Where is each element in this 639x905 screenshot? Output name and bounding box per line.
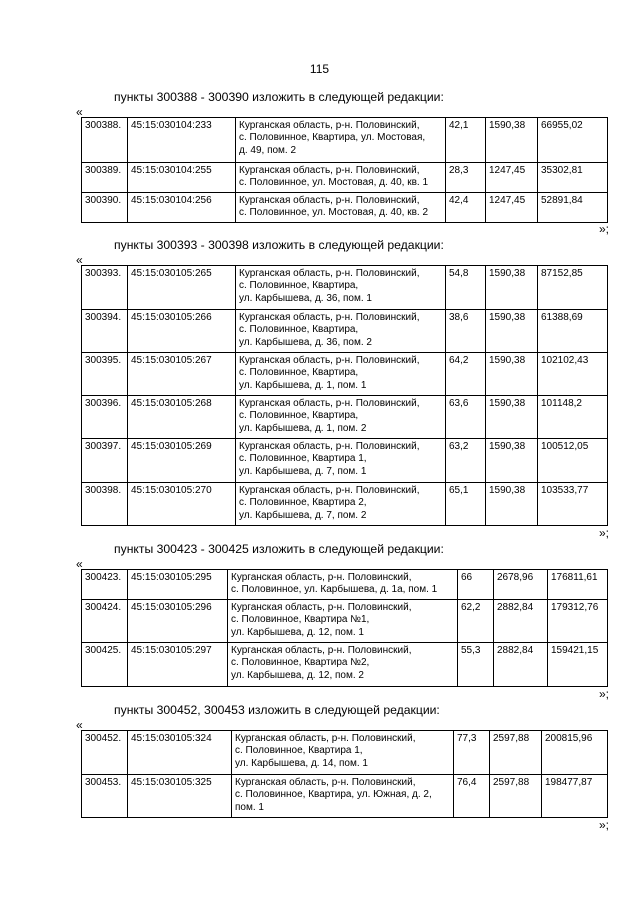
- table-row: [82, 439, 608, 483]
- rate-cell: 1590,38: [486, 439, 538, 483]
- address-line: с. Половинное, Квартира, ул. Южная, д. 2,: [235, 789, 432, 801]
- value-cell: 176811,61: [548, 570, 608, 600]
- address-cell: [236, 439, 446, 483]
- address-line: Курганская область, р-н. Половинский,: [235, 777, 416, 788]
- address-line: пом. 1: [235, 801, 264, 813]
- table-row: [82, 599, 608, 642]
- address-line: с. Половинное, Квартира,: [239, 280, 359, 292]
- address-cell: [236, 483, 446, 526]
- value-cell: 35302,81: [538, 163, 608, 193]
- area-cell: 77,3: [454, 731, 490, 775]
- value-cell: 52891,84: [538, 192, 608, 222]
- table-row: [82, 731, 608, 775]
- cadastral-number-cell: 45:15:030105:325: [128, 775, 232, 818]
- rate-cell: 2597,88: [490, 775, 542, 818]
- rate-cell: 1590,38: [486, 483, 538, 526]
- rate-cell: 1590,38: [486, 396, 538, 439]
- item-number-cell: 300424.: [82, 599, 128, 642]
- cadastral-number-cell: 45:15:030105:269: [128, 439, 236, 483]
- address-line: с. Половинное, Квартира,: [239, 410, 359, 422]
- address-line: Курганская область, р-н. Половинский,: [239, 165, 420, 176]
- amendment-table: [81, 569, 608, 687]
- address-line: с. Половинное, Квартира,: [239, 324, 359, 336]
- address-line: Курганская область, р-н. Половинский,: [235, 733, 416, 744]
- address-cell: [236, 118, 446, 163]
- address-line: д. 49, пом. 2: [239, 144, 297, 156]
- address-line: Курганская область, р-н. Половинский,: [239, 485, 420, 496]
- value-cell: 200815,96: [542, 731, 608, 775]
- cadastral-number-cell: 45:15:030104:256: [128, 192, 236, 222]
- section-heading: пункты 300423 - 300425 изложить в следующей редакции:: [114, 542, 444, 556]
- address-line: ул. Карбышева, д. 7, пом. 1: [239, 465, 367, 477]
- table-row: [82, 642, 608, 686]
- cadastral-number-cell: 45:15:030105:297: [128, 642, 228, 686]
- address-line: Курганская область, р-н. Половинский,: [231, 572, 412, 583]
- cadastral-number-cell: 45:15:030105:295: [128, 570, 228, 600]
- address-cell: [228, 570, 458, 600]
- address-line: ул. Карбышева, д. 7, пом. 2: [239, 509, 367, 521]
- value-cell: 102102,43: [538, 353, 608, 396]
- amendment-table: [81, 730, 608, 818]
- area-cell: 76,4: [454, 775, 490, 818]
- address-line: с. Половинное, Квартира 2,: [239, 497, 367, 509]
- address-line: Курганская область, р-н. Половинский,: [239, 194, 420, 206]
- address-line: ул. Карбышева, д. 12, пом. 2: [231, 669, 364, 681]
- item-number-cell: 300388.: [82, 118, 128, 163]
- address-line: Курганская область, р-н. Половинский,: [239, 441, 420, 452]
- area-cell: 63,2: [446, 439, 486, 483]
- item-number-cell: 300397.: [82, 439, 128, 483]
- address-cell: [236, 163, 446, 193]
- rate-cell: 1247,45: [486, 192, 538, 222]
- section-heading: пункты 300388 - 300390 изложить в следующей редакции:: [114, 90, 444, 104]
- value-cell: 198477,87: [542, 775, 608, 818]
- rate-cell: 2882,84: [494, 642, 548, 686]
- address-line: ул. Карбышева, д. 1, пом. 1: [239, 379, 367, 391]
- table-row: [82, 266, 608, 310]
- value-cell: 100512,05: [538, 439, 608, 483]
- value-cell: 66955,02: [538, 118, 608, 163]
- address-cell: [232, 775, 454, 818]
- address-line: Курганская область, р-н. Половинский,: [239, 312, 420, 323]
- address-cell: [232, 731, 454, 775]
- close-quote: »;: [598, 687, 609, 701]
- area-cell: 38,6: [446, 310, 486, 353]
- value-cell: 101148,2: [538, 396, 608, 439]
- rate-cell: 2678,96: [494, 570, 548, 600]
- area-cell: 55,3: [458, 642, 494, 686]
- rate-cell: 1247,45: [486, 163, 538, 193]
- rate-cell: 1590,38: [486, 118, 538, 163]
- address-line: Курганская область, р-н. Половинский,: [239, 355, 420, 366]
- address-line: ул. Карбышева, д. 1, пом. 2: [239, 422, 367, 434]
- address-line: с. Половинное, Квартира,: [239, 367, 359, 379]
- area-cell: 54,8: [446, 266, 486, 310]
- address-cell: [236, 353, 446, 396]
- address-line: с. Половинное, Квартира, ул. Мостовая,: [239, 132, 426, 144]
- open-quote: «: [76, 253, 83, 267]
- table-row: [82, 118, 608, 163]
- address-line: с. Половинное, Квартира №1,: [231, 614, 370, 626]
- value-cell: 103533,77: [538, 483, 608, 526]
- area-cell: 65,1: [446, 483, 486, 526]
- amendment-table: [81, 117, 608, 223]
- address-cell: [236, 396, 446, 439]
- address-line: ул. Карбышева, д. 36, пом. 1: [239, 292, 372, 304]
- area-cell: 66: [458, 570, 494, 600]
- table-row: [82, 396, 608, 439]
- cadastral-number-cell: 45:15:030105:265: [128, 266, 236, 310]
- address-line: Курганская область, р-н. Половинский,: [239, 120, 420, 131]
- address-cell: [236, 310, 446, 353]
- area-cell: 28,3: [446, 163, 486, 193]
- rate-cell: 1590,38: [486, 353, 538, 396]
- table-row: [82, 192, 608, 222]
- item-number-cell: 300395.: [82, 353, 128, 396]
- address-line: с. Половинное, ул. Мостовая, д. 40, кв. 2: [239, 207, 429, 219]
- address-line: ул. Карбышева, д. 12, пом. 1: [231, 626, 364, 638]
- cadastral-number-cell: 45:15:030104:233: [128, 118, 236, 163]
- item-number-cell: 300394.: [82, 310, 128, 353]
- area-cell: 62,2: [458, 599, 494, 642]
- area-cell: 42,1: [446, 118, 486, 163]
- open-quote: «: [76, 105, 83, 119]
- item-number-cell: 300389.: [82, 163, 128, 193]
- address-cell: [228, 642, 458, 686]
- table-row: [82, 570, 608, 600]
- rate-cell: 2597,88: [490, 731, 542, 775]
- cadastral-number-cell: 45:15:030105:270: [128, 483, 236, 526]
- cadastral-number-cell: 45:15:030105:296: [128, 599, 228, 642]
- address-cell: [228, 599, 458, 642]
- address-line: с. Половинное, ул. Карбышева, д. 1а, пом. 1: [231, 584, 438, 596]
- amendment-table: [81, 265, 608, 526]
- table-row: [82, 483, 608, 526]
- area-cell: 64,2: [446, 353, 486, 396]
- section-heading: пункты 300452, 300453 изложить в следующей редакции:: [114, 703, 440, 717]
- value-cell: 87152,85: [538, 266, 608, 310]
- close-quote: »;: [598, 526, 609, 540]
- item-number-cell: 300453.: [82, 775, 128, 818]
- table-row: [82, 775, 608, 818]
- address-line: с. Половинное, Квартира №2,: [231, 657, 370, 669]
- cadastral-number-cell: 45:15:030105:268: [128, 396, 236, 439]
- close-quote: »;: [598, 818, 609, 832]
- page-number: 115: [309, 62, 330, 76]
- table-row: [82, 163, 608, 193]
- address-line: Курганская область, р-н. Половинский,: [239, 398, 420, 409]
- cadastral-number-cell: 45:15:030105:267: [128, 353, 236, 396]
- item-number-cell: 300390.: [82, 192, 128, 222]
- area-cell: 63,6: [446, 396, 486, 439]
- rate-cell: 1590,38: [486, 266, 538, 310]
- open-quote: «: [76, 718, 83, 732]
- value-cell: 179312,76: [548, 599, 608, 642]
- value-cell: 159421,15: [548, 642, 608, 686]
- table-row: [82, 353, 608, 396]
- item-number-cell: 300423.: [82, 570, 128, 600]
- address-line: с. Половинное, ул. Мостовая, д. 40, кв. 1: [239, 177, 429, 189]
- open-quote: «: [76, 557, 83, 571]
- rate-cell: 2882,84: [494, 599, 548, 642]
- item-number-cell: 300398.: [82, 483, 128, 526]
- cadastral-number-cell: 45:15:030104:255: [128, 163, 236, 193]
- item-number-cell: 300425.: [82, 642, 128, 686]
- address-line: с. Половинное, Квартира 1,: [239, 453, 367, 465]
- close-quote: »;: [598, 222, 609, 236]
- cadastral-number-cell: 45:15:030105:324: [128, 731, 232, 775]
- cadastral-number-cell: 45:15:030105:266: [128, 310, 236, 353]
- item-number-cell: 300393.: [82, 266, 128, 310]
- address-cell: [236, 266, 446, 310]
- value-cell: 61388,69: [538, 310, 608, 353]
- address-line: Курганская область, р-н. Половинский,: [231, 644, 412, 656]
- address-line: с. Половинное, Квартира 1,: [235, 745, 363, 757]
- item-number-cell: 300452.: [82, 731, 128, 775]
- address-line: ул. Карбышева, д. 36, пом. 2: [239, 336, 372, 348]
- table-row: [82, 310, 608, 353]
- address-line: Курганская область, р-н. Половинский,: [231, 601, 412, 613]
- item-number-cell: 300396.: [82, 396, 128, 439]
- address-cell: [236, 192, 446, 222]
- address-line: ул. Карбышева, д. 14, пом. 1: [235, 757, 368, 769]
- area-cell: 42,4: [446, 192, 486, 222]
- address-line: Курганская область, р-н. Половинский,: [239, 268, 420, 279]
- rate-cell: 1590,38: [486, 310, 538, 353]
- section-heading: пункты 300393 - 300398 изложить в следующей редакции:: [114, 238, 444, 252]
